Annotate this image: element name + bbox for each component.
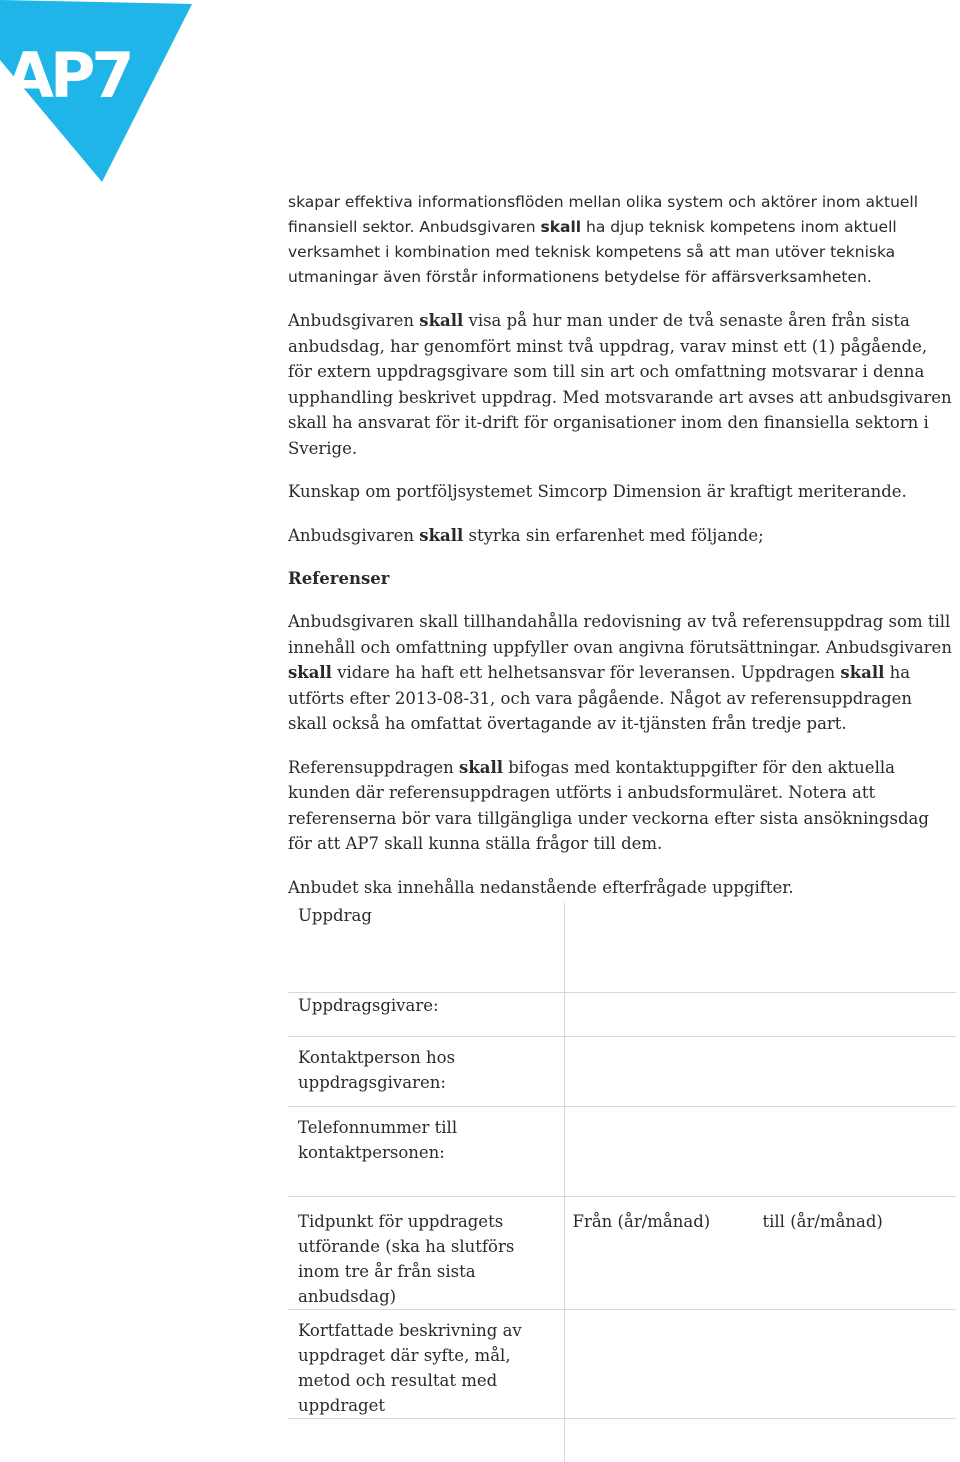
form-label: Kontaktperson hos uppdragsgivaren: — [288, 1036, 564, 1106]
bold-text: skall — [288, 663, 332, 682]
form-row-empty — [288, 1418, 956, 1462]
text-run: visa på hur man under de två senaste åren från sista anbudsdag, har genomfört minst två uppdrag, varav minst ett (1) pågående, för extern uppdragsgivare som till sin art och omfattning motsvarar i denna upphandling beskrivet uppdrag. Med motsvarande art avses att anbudsgivaren skall ha ansvarat för it-drift för organisationer inom den finansiella sektorn i Sverige. — [288, 311, 952, 458]
form-row-kontaktperson — [288, 1036, 956, 1106]
form-row-beskrivning — [288, 1309, 956, 1418]
p2-paragraph-2 — [288, 875, 956, 901]
form-row-uppdragsgivare — [288, 992, 956, 1036]
text-run: Anbudsgivaren — [288, 311, 420, 330]
form-row-uppdrag — [288, 903, 956, 948]
text-run: vidare ha haft ett helhetsansvar för leveransen. Uppdragen — [331, 663, 841, 682]
text-run: ha utförts efter 2013-08-31, och vara pågående. Något av referensuppdragen skall också ha omfattat övertagande av it-tjänsten från tredje part. — [288, 663, 913, 733]
document-body — [288, 190, 956, 918]
bold-text: skall — [840, 663, 885, 682]
form-value-uppdragsgivare[interactable] — [564, 992, 956, 1036]
form-value-telefonnummer[interactable] — [564, 1106, 956, 1184]
p1-paragraph-0 — [288, 190, 956, 290]
bold-text: skall — [419, 311, 464, 330]
form-value-uppdrag[interactable] — [564, 903, 956, 948]
p2-paragraph-0 — [288, 609, 956, 737]
text-run: bifogas med kontaktuppgifter för den aktuella kunden där referensuppdragen utförts i anbudsformuläret. Notera att referenserna bör vara tillgängliga under veckorna efter sista ansökningsdag för att AP7 skall kunna ställa frågor till dem. — [288, 757, 929, 853]
p1-paragraph-1 — [288, 308, 956, 461]
bold-text: skall — [459, 757, 503, 777]
text-run: Anbudsgivaren skall tillhandahålla redovisning av två referensuppdrag som till innehåll och omfattning uppfyller ovan angivna förutsättningar. Anbudsgivaren — [288, 612, 952, 657]
section-heading-referenser: Referenser — [288, 569, 390, 588]
bold-text: skall — [419, 525, 464, 545]
form-label: Uppdragsgivare: — [288, 992, 564, 1036]
form-value-kontaktperson[interactable] — [564, 1036, 956, 1106]
text-run: ha djup teknisk kompetens inom aktuell verksamhet i kombination med teknisk kompetens så att man utöver tekniska utmaningar även förstår informationens betydelse för affärsverksamheten. — [288, 218, 897, 286]
text-run: Anbudet ska innehålla nedanstående efterfrågade uppgifter. — [288, 877, 794, 897]
form-label: Telefonnummer till kontaktpersonen: — [298, 1117, 458, 1162]
text-run: Kunskap om portföljsystemet Simcorp Dimension är kraftigt meriterande. — [288, 482, 907, 501]
form-label: Kortfattade beskrivning av uppdraget där syfte, mål, metod och resultat med uppdraget — [288, 1309, 564, 1418]
form-row-divider — [288, 1184, 956, 1196]
text-run: Referensuppdragen — [288, 757, 460, 777]
text-run: skapar effektiva informationsflöden mellan olika system och aktörer inom aktuell finansiell sektor. Anbudsgivaren — [288, 193, 919, 236]
form-row-tidpunkt — [288, 1196, 956, 1309]
text-run: Anbudsgivaren — [288, 525, 420, 545]
p1-paragraph-2 — [288, 479, 956, 505]
form-value-tidpunkt[interactable] — [564, 1196, 956, 1309]
from-label: Från (år/månad) — [572, 1211, 711, 1231]
reference-form-table — [288, 903, 956, 1462]
text-run: styrka sin erfarenhet med följande; — [463, 525, 764, 545]
form-row-divider — [288, 948, 956, 992]
form-label: Tidpunkt för uppdragets utförande (ska ha slutförs inom tre år från sista anbudsdag) — [288, 1196, 564, 1309]
bold-text: skall — [540, 218, 582, 236]
form-value-beskrivning[interactable] — [564, 1309, 956, 1418]
p2-paragraph-1 — [288, 755, 956, 857]
to-label: till (år/månad) — [762, 1211, 883, 1231]
logo-text: AP7 — [6, 39, 131, 112]
form-label: Uppdrag — [298, 906, 372, 925]
p1-paragraph-3 — [288, 523, 956, 549]
form-row-telefonnummer — [288, 1106, 956, 1184]
ap7-logo — [0, 0, 200, 185]
